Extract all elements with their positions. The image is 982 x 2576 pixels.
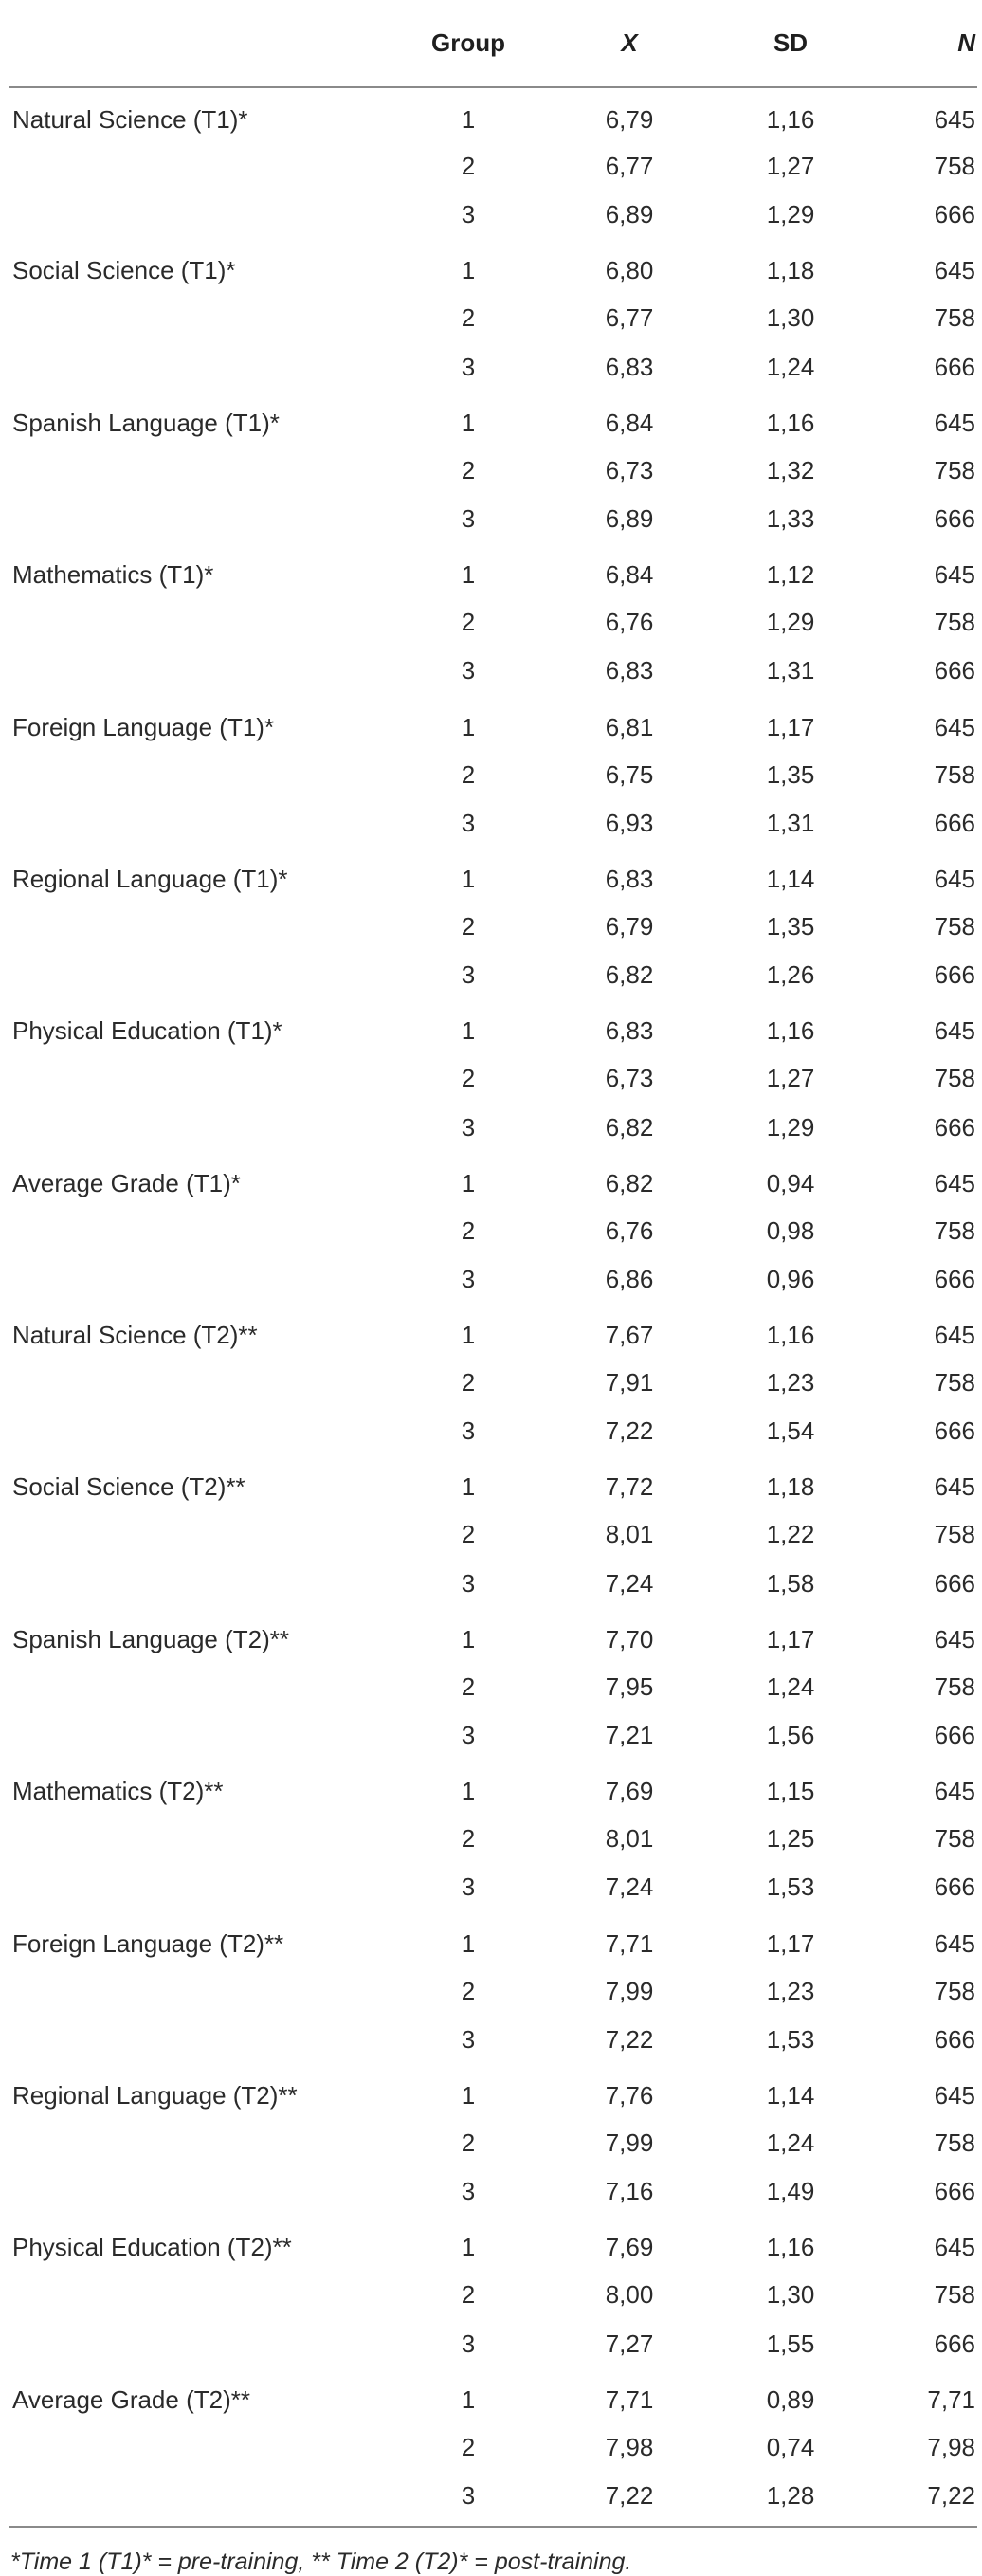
cell-group: 2 [461,911,476,941]
table-row [9,647,977,695]
cell-sd: 1,16 [766,1321,815,1349]
cell-group: 1 [461,1016,476,1046]
cell-group: 2 [461,152,476,181]
row-label [9,1054,388,1103]
table-row [9,2368,977,2423]
row-label [9,2016,388,2064]
cell-n: 7,98 [927,2432,975,2461]
cell-sd: 1,53 [766,1873,815,1902]
row-label [9,2319,388,2367]
cell-n: 666 [934,200,975,229]
cell-group: 2 [461,1064,476,1093]
cell-group: 3 [461,1112,476,1142]
cell-sd: 1,14 [766,864,815,893]
cell-n: 645 [934,1321,975,1349]
cell-n: 666 [934,656,975,685]
cell-n: 758 [934,1215,975,1245]
row-label [9,1711,388,1760]
cell-n: 758 [934,2128,975,2157]
cell-sd: 1,30 [766,303,815,333]
table-row [9,1054,977,1103]
cell-x: 7,22 [605,1416,654,1446]
row-label [9,1103,388,1151]
row-label [9,2167,388,2216]
cell-group: 2 [461,455,476,484]
data-table-container [9,0,977,2576]
cell-n: 666 [934,1264,975,1293]
cell-n: 758 [934,1064,975,1093]
table-row [9,1407,977,1455]
cell-group: 3 [461,656,476,685]
cell-n: 666 [934,2177,975,2206]
cell-x: 7,24 [605,1568,654,1598]
cell-x: 7,27 [605,2329,654,2358]
cell-group: 3 [388,2472,549,2527]
cell-x: 7,76 [605,2080,654,2110]
cell-group: 3 [461,2024,476,2054]
row-label: Average Grade (T2)** [12,2384,250,2414]
cell-group: 2 [461,1368,476,1398]
table-row [9,2472,977,2527]
row-label [9,1407,388,1455]
cell-group: 3 [461,1721,476,1750]
cell-sd: 1,16 [766,105,815,134]
table-row [9,598,977,647]
cell-sd: 1,16 [766,408,815,437]
cell-n: 758 [934,1976,975,2005]
table-row [9,751,977,799]
table-row [9,1455,977,1510]
cell-group: 1 [461,1777,476,1806]
table-row [9,239,977,294]
row-label: Mathematics (T1)* [12,560,214,590]
cell-x: 7,24 [605,1873,654,1902]
cell-x: 6,73 [605,1064,654,1093]
cell-x: 6,82 [605,1112,654,1142]
header-n: N [871,0,977,87]
row-label [9,951,388,999]
row-label: Natural Science (T2)** [12,1321,258,1349]
cell-sd: 0,94 [766,1168,815,1197]
table-row [9,2016,977,2064]
row-label: Social Science (T2)** [12,1472,246,1502]
row-label: Foreign Language (T2)** [12,1928,284,1958]
cell-sd: 1,35 [766,911,815,941]
cell-n: 666 [934,2329,975,2358]
cell-n: 758 [934,1520,975,1549]
row-label: Regional Language (T1)* [12,864,288,893]
cell-n: 666 [934,1416,975,1446]
cell-x: 7,99 [605,1976,654,2005]
table-row [9,2216,977,2271]
cell-x: 6,83 [605,864,654,893]
cell-x: 7,95 [605,1672,654,1701]
row-label: Spanish Language (T2)** [12,1624,289,1653]
cell-n: 645 [934,560,975,590]
cell-group: 1 [461,1624,476,1653]
table-body [9,87,977,2527]
cell-group: 2 [461,1520,476,1549]
cell-n: 645 [934,712,975,741]
cell-x: 6,81 [605,712,654,741]
cell-n: 645 [934,408,975,437]
cell-x: 7,21 [605,1721,654,1750]
cell-x: 6,83 [605,1016,654,1046]
cell-n: 666 [934,1568,975,1598]
cell-n: 7,71 [927,2384,975,2414]
cell-sd: 0,74 [766,2432,815,2461]
table-row [9,1560,977,1608]
cell-sd: 1,17 [766,712,815,741]
cell-n: 758 [934,152,975,181]
cell-group: 1 [461,864,476,893]
row-label [9,1663,388,1711]
row-label [9,1863,388,1911]
cell-group: 3 [461,352,476,381]
row-label [9,1967,388,2016]
cell-x: 6,79 [605,911,654,941]
row-label [9,294,388,342]
cell-sd: 1,17 [766,1624,815,1653]
header-sd: SD [710,0,871,87]
cell-x: 7,71 [605,1928,654,1958]
cell-sd: 1,16 [766,1016,815,1046]
row-label [9,903,388,951]
cell-n: 666 [934,1112,975,1142]
table-row [9,1967,977,2016]
cell-x: 7,72 [605,1472,654,1502]
row-label [9,495,388,543]
cell-x: 6,83 [605,656,654,685]
cell-n: 645 [934,1168,975,1197]
table-row [9,1863,977,1911]
row-label: Average Grade (T1)* [12,1168,241,1197]
grades-table [9,0,977,2528]
table-row [9,87,977,142]
cell-x: 7,22 [549,2472,710,2527]
cell-group: 1 [461,1928,476,1958]
cell-group: 3 [461,2329,476,2358]
cell-x: 6,76 [605,1215,654,1245]
cell-sd: 1,17 [766,1928,815,1958]
table-row [9,191,977,239]
cell-n: 758 [934,911,975,941]
cell-group: 2 [461,1824,476,1854]
table-row [9,543,977,598]
table-row [9,903,977,951]
cell-n: 645 [934,2233,975,2262]
cell-n: 758 [934,303,975,333]
cell-n: 7,22 [871,2472,977,2527]
cell-x: 7,91 [605,1368,654,1398]
cell-n: 758 [934,608,975,637]
table-row [9,294,977,342]
cell-sd: 1,24 [766,1672,815,1701]
row-label [9,2472,388,2527]
cell-x: 6,84 [605,560,654,590]
cell-sd: 1,32 [766,455,815,484]
cell-sd: 1,29 [766,608,815,637]
cell-x: 6,76 [605,608,654,637]
cell-sd: 1,22 [766,1520,815,1549]
cell-group: 2 [461,608,476,637]
cell-sd: 1,35 [766,759,815,789]
table-row [9,1207,977,1255]
cell-group: 3 [461,200,476,229]
cell-sd: 1,31 [766,808,815,837]
row-label [9,1815,388,1863]
cell-sd: 1,53 [766,2024,815,2054]
table-header-row [9,0,977,87]
cell-n: 758 [934,1368,975,1398]
cell-sd: 1,33 [766,504,815,534]
cell-x: 6,82 [605,1168,654,1197]
cell-group: 2 [461,1215,476,1245]
table-row [9,142,977,191]
row-label [9,191,388,239]
cell-n: 758 [934,1824,975,1854]
cell-n: 666 [934,2024,975,2054]
cell-group: 3 [461,960,476,990]
table-row [9,1255,977,1304]
row-label: Spanish Language (T1)* [12,408,280,437]
cell-group: 2 [461,2128,476,2157]
cell-x: 6,82 [605,960,654,990]
row-label: Mathematics (T2)** [12,1777,224,1806]
cell-x: 6,89 [605,200,654,229]
table-row [9,951,977,999]
cell-x: 6,77 [605,152,654,181]
table-row [9,1663,977,1711]
cell-x: 6,86 [605,1264,654,1293]
cell-sd: 1,56 [766,1721,815,1750]
cell-sd: 1,30 [766,2280,815,2310]
cell-sd: 1,27 [766,1064,815,1093]
cell-group: 3 [461,1568,476,1598]
cell-n: 758 [934,455,975,484]
row-label: Foreign Language (T1)* [12,712,275,741]
table-row [9,2167,977,2216]
cell-n: 645 [934,864,975,893]
cell-x: 6,80 [605,256,654,285]
cell-sd: 0,98 [766,1215,815,1245]
table-row [9,1912,977,1967]
cell-group: 2 [461,2280,476,2310]
cell-group: 2 [461,1672,476,1701]
cell-x: 8,01 [605,1824,654,1854]
table-row [9,1510,977,1559]
cell-x: 7,22 [605,2024,654,2054]
cell-n: 645 [934,1624,975,1653]
cell-group: 1 [461,712,476,741]
cell-n: 758 [934,759,975,789]
header-x: X [549,0,710,87]
cell-sd: 1,27 [766,152,815,181]
cell-sd: 1,28 [710,2472,871,2527]
cell-group: 3 [461,2177,476,2206]
cell-group: 1 [461,2233,476,2262]
table-row [9,1304,977,1359]
table-row [9,343,977,392]
cell-n: 758 [934,2280,975,2310]
table-row [9,2119,977,2167]
table-row [9,1152,977,1207]
cell-x: 7,67 [605,1321,654,1349]
cell-group: 3 [461,808,476,837]
table-row [9,2319,977,2367]
header-blank [9,0,388,87]
cell-x: 7,69 [605,2233,654,2262]
cell-n: 666 [934,504,975,534]
cell-group: 1 [461,105,476,134]
row-label [9,2423,388,2472]
table-row [9,799,977,848]
cell-group: 1 [461,256,476,285]
cell-sd: 1,58 [766,1568,815,1598]
cell-n: 645 [934,2080,975,2110]
table-row [9,1711,977,1760]
cell-group: 2 [461,1976,476,2005]
header-group: Group [388,0,549,87]
row-label [9,1510,388,1559]
cell-sd: 1,29 [766,200,815,229]
table-row [9,447,977,495]
cell-n: 758 [934,1672,975,1701]
table-row [9,1359,977,1407]
cell-group: 3 [461,1416,476,1446]
cell-n: 645 [934,256,975,285]
cell-n: 666 [934,1721,975,1750]
cell-n: 645 [934,1472,975,1502]
cell-sd: 1,25 [766,1824,815,1854]
cell-x: 7,70 [605,1624,654,1653]
row-label [9,647,388,695]
table-row [9,392,977,447]
row-label [9,2271,388,2319]
table-row [9,1760,977,1815]
table-row [9,2064,977,2119]
table-row [9,2271,977,2319]
cell-n: 666 [934,1873,975,1902]
cell-x: 7,16 [605,2177,654,2206]
cell-group: 3 [461,504,476,534]
cell-x: 7,71 [605,2384,654,2414]
cell-group: 2 [461,303,476,333]
cell-sd: 1,49 [766,2177,815,2206]
cell-x: 6,77 [605,303,654,333]
row-label: Physical Education (T2)** [12,2233,292,2262]
cell-n: 645 [934,1928,975,1958]
cell-x: 8,00 [605,2280,654,2310]
cell-group: 3 [461,1264,476,1293]
row-label [9,1207,388,1255]
cell-x: 6,83 [605,352,654,381]
row-label [9,1560,388,1608]
cell-x: 7,99 [605,2128,654,2157]
table-row [9,696,977,751]
table-row [9,1815,977,1863]
cell-sd: 1,23 [766,1368,815,1398]
cell-group: 3 [461,1873,476,1902]
cell-group: 2 [461,759,476,789]
cell-group: 1 [461,408,476,437]
table-row [9,999,977,1054]
table-footnote: *Time 1 (T1)* = pre-training, ** Time 2 (T2)* = post-training. [10,2548,632,2575]
table-row [9,2423,977,2472]
cell-group: 1 [461,2384,476,2414]
cell-group: 1 [461,1168,476,1197]
cell-group: 2 [461,2432,476,2461]
cell-n: 645 [934,105,975,134]
cell-sd: 1,55 [766,2329,815,2358]
row-label [9,343,388,392]
cell-sd: 1,23 [766,1976,815,2005]
cell-sd: 1,15 [766,1777,815,1806]
table-row [9,1608,977,1663]
row-label: Physical Education (T1)* [12,1016,282,1046]
cell-group: 1 [461,1472,476,1502]
cell-x: 6,75 [605,759,654,789]
cell-n: 645 [934,1016,975,1046]
row-label [9,1359,388,1407]
cell-sd: 1,24 [766,352,815,381]
row-label [9,751,388,799]
cell-sd: 1,12 [766,560,815,590]
cell-n: 666 [934,808,975,837]
cell-sd: 1,18 [766,256,815,285]
cell-sd: 1,31 [766,656,815,685]
row-label: Regional Language (T2)** [12,2080,298,2110]
cell-group: 1 [461,560,476,590]
row-label [9,142,388,191]
cell-sd: 1,16 [766,2233,815,2262]
cell-x: 7,98 [605,2432,654,2461]
cell-sd: 1,29 [766,1112,815,1142]
row-label: Social Science (T1)* [12,256,236,285]
cell-sd: 1,24 [766,2128,815,2157]
table-row [9,1103,977,1151]
cell-sd: 1,18 [766,1472,815,1502]
cell-n: 666 [934,960,975,990]
cell-sd: 0,89 [766,2384,815,2414]
cell-sd: 1,26 [766,960,815,990]
row-label [9,2119,388,2167]
cell-sd: 1,14 [766,2080,815,2110]
cell-x: 6,79 [605,105,654,134]
cell-group: 1 [461,2080,476,2110]
cell-group: 1 [461,1321,476,1349]
cell-x: 7,69 [605,1777,654,1806]
cell-x: 6,73 [605,455,654,484]
cell-x: 6,89 [605,504,654,534]
row-label [9,447,388,495]
cell-x: 6,84 [605,408,654,437]
table-row [9,848,977,903]
row-label [9,799,388,848]
row-label [9,1255,388,1304]
cell-x: 8,01 [605,1520,654,1549]
cell-sd: 1,54 [766,1416,815,1446]
cell-x: 6,93 [605,808,654,837]
row-label [9,598,388,647]
table-row [9,495,977,543]
cell-n: 666 [934,352,975,381]
cell-n: 645 [934,1777,975,1806]
row-label: Natural Science (T1)* [12,105,248,134]
cell-sd: 0,96 [766,1264,815,1293]
